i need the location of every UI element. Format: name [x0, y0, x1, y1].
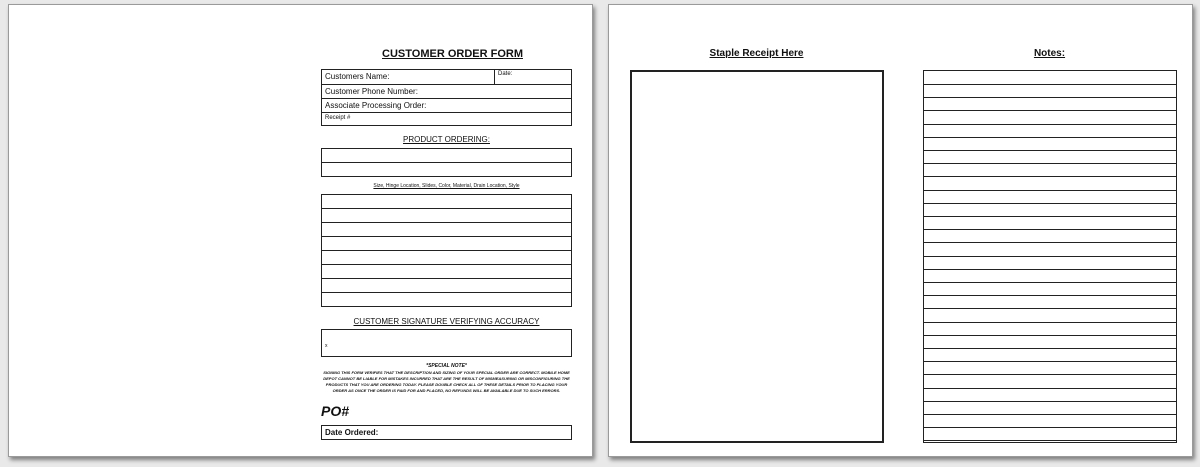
note-line	[924, 388, 1176, 389]
note-line	[924, 335, 1176, 336]
note-line	[924, 282, 1176, 283]
customer-phone-row[interactable]	[322, 85, 571, 99]
customer-name-label: Customers Name:	[325, 72, 390, 81]
note-line	[924, 97, 1176, 98]
note-line	[924, 203, 1176, 204]
note-line	[924, 348, 1176, 349]
signature-heading: CUSTOMER SIGNATURE VERIFYING ACCURACY	[353, 317, 540, 326]
note-line	[924, 229, 1176, 230]
staple-receipt-box	[630, 70, 884, 443]
note-line	[924, 308, 1176, 309]
special-note-text: SIGNING THIS FORM VERIFIES THAT THE DESCRIPTION AND SIZING OF YOUR SPECIAL ORDER ARE CORRECT. MOBILE HOME DEPOT CANNOT BE LIABLE FOR MISTAKES INCURRED THAT ARE THE RESULT OF MISMEASURING OR MISCONFIGURING THE PRODUCTS THAT YOU ARE ORDERING TODAY. PLEASE DOUBLE CHECK ALL OF THESE DETAILS PRIOR TO PLACING YOUR ORDER AS ONCE THE ORDER IS PAID FOR AND PLACED, NO REFUNDS WILL BE AVAILABLE DUE TO SUCH ERRORS.	[323, 370, 570, 393]
note-line	[924, 427, 1176, 428]
notes-lines-box[interactable]	[923, 70, 1177, 443]
signature-box[interactable]	[321, 329, 572, 357]
receipt-notes-page	[608, 4, 1193, 457]
note-line	[924, 295, 1176, 296]
spec-lines-box[interactable]	[321, 194, 572, 307]
note-line	[924, 137, 1176, 138]
receipt-label: Receipt #	[325, 115, 351, 121]
note-line	[924, 124, 1176, 125]
note-line	[924, 163, 1176, 164]
date-ordered-label: Date Ordered:	[325, 428, 379, 437]
note-line	[924, 150, 1176, 151]
associate-label: Associate Processing Order:	[325, 101, 427, 110]
note-line	[924, 110, 1176, 111]
note-line	[924, 84, 1176, 85]
receipt-row[interactable]	[322, 113, 571, 125]
note-line	[924, 176, 1176, 177]
note-line	[924, 242, 1176, 243]
customer-info-box	[321, 69, 572, 126]
product-ordering-box[interactable]	[321, 148, 572, 177]
associate-row[interactable]	[322, 99, 571, 113]
note-line	[924, 361, 1176, 362]
spec-caption: Size, Hinge Location, Slides, Color, Material, Drain Location, Style	[373, 183, 520, 189]
notes-heading: Notes:	[1033, 48, 1066, 59]
date-ordered-box[interactable]	[321, 425, 572, 440]
note-line	[924, 322, 1176, 323]
form-title: CUSTOMER ORDER FORM	[382, 48, 523, 60]
po-label: PO#	[321, 403, 350, 419]
note-line	[924, 269, 1176, 270]
note-line	[924, 414, 1176, 415]
product-ordering-heading: PRODUCT ORDERING:	[403, 135, 490, 144]
order-form-page	[8, 4, 593, 457]
signature-mark: x	[325, 343, 328, 349]
note-line	[924, 190, 1176, 191]
note-line	[924, 216, 1176, 217]
customer-phone-label: Customer Phone Number:	[325, 87, 418, 96]
special-note-title: *SPECIAL NOTE*	[426, 363, 467, 369]
note-line	[924, 440, 1176, 441]
date-label: Date:	[498, 71, 513, 77]
note-line	[924, 401, 1176, 402]
staple-heading: Staple Receipt Here	[709, 48, 804, 59]
note-line	[924, 374, 1176, 375]
note-line	[924, 256, 1176, 257]
